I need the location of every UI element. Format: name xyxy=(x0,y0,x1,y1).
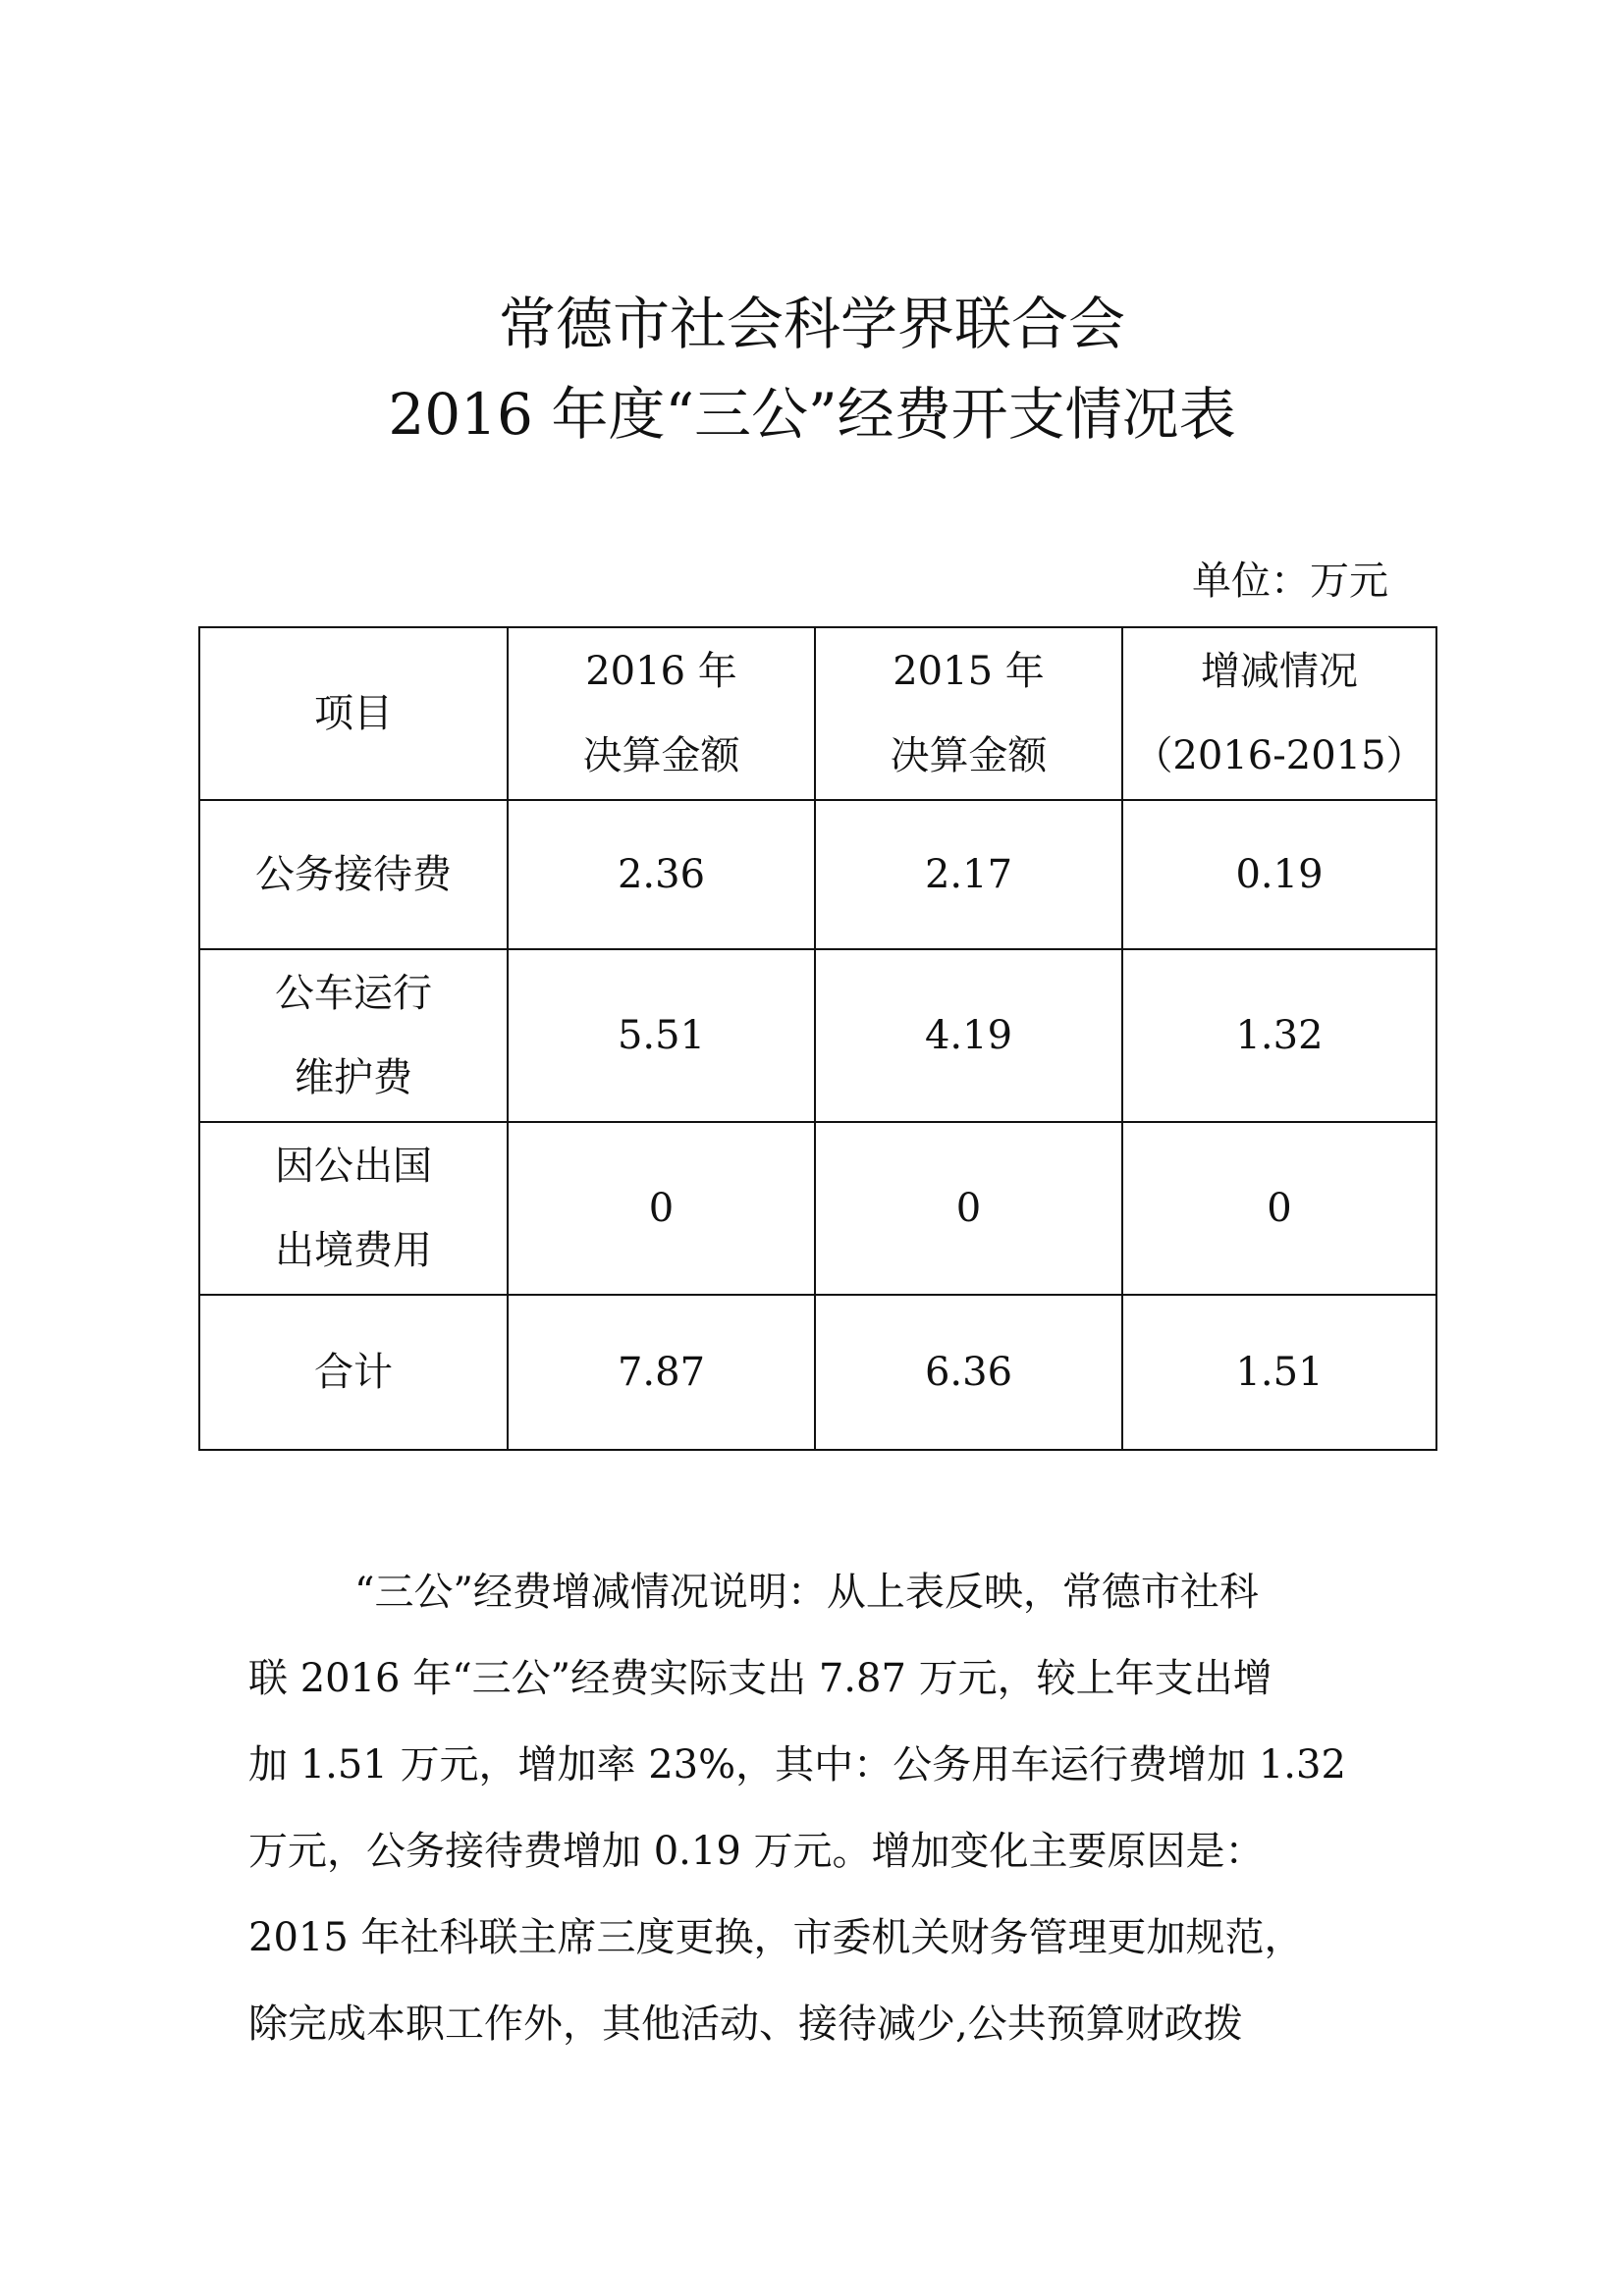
row-item-label: 因公出国 xyxy=(275,1144,432,1189)
three-public-expenses-table xyxy=(198,626,1437,1451)
header-2016-year: 2016 年 xyxy=(585,649,737,694)
header-item xyxy=(199,627,508,800)
header-2016 xyxy=(508,627,815,800)
header-2015-year: 2015 年 xyxy=(893,649,1045,694)
paragraph-line: 联 2016 年“三公”经费实际支出 7.87 万元，较上年支出增 xyxy=(248,1656,1272,1701)
row-item-cell xyxy=(199,1295,508,1450)
row-item-label: 合计 xyxy=(314,1350,393,1395)
header-2015 xyxy=(815,627,1122,800)
row-2016-cell: 2.36 xyxy=(508,800,815,949)
row-item-cell xyxy=(199,800,508,949)
row-2016-cell: 7.87 xyxy=(508,1295,815,1450)
row-change-cell: 1.32 xyxy=(1122,949,1436,1122)
row-2016-cell: 0 xyxy=(508,1122,815,1295)
row-change-cell: 0 xyxy=(1122,1122,1436,1295)
unit-label: 单位：万元 xyxy=(1192,559,1388,604)
header-2015-label: 决算金额 xyxy=(890,733,1048,778)
table-total-row xyxy=(199,1295,1436,1450)
document-title-line2: 2016 年度“三公”经费开支情况表 xyxy=(388,381,1236,448)
table-row xyxy=(199,949,1436,1122)
paragraph-line: 万元，公务接待费增加 0.19 万元。增加变化主要原因是： xyxy=(248,1829,1265,1874)
header-2016-label: 决算金额 xyxy=(582,733,740,778)
table-row xyxy=(199,1122,1436,1295)
row-2016-cell: 5.51 xyxy=(508,949,815,1122)
row-item-cell xyxy=(199,1122,508,1295)
row-item-label: 公务接待费 xyxy=(255,852,452,897)
table-header-row xyxy=(199,627,1436,800)
header-change-label: 增减情况 xyxy=(1201,649,1358,694)
paragraph-line: 除完成本职工作外，其他活动、接待减少,公共预算财政拨 xyxy=(248,2002,1243,2047)
header-change-range: （2016-2015） xyxy=(1133,733,1426,778)
row-2015-cell: 6.36 xyxy=(815,1295,1122,1450)
paragraph-line: “三公”经费增减情况说明：从上表反映，常德市社科 xyxy=(354,1570,1259,1615)
row-2015-cell: 4.19 xyxy=(815,949,1122,1122)
header-change xyxy=(1122,627,1436,800)
paragraph-line: 2015 年社科联主席三度更换，市委机关财务管理更加规范， xyxy=(248,1915,1304,1960)
table-row xyxy=(199,800,1436,949)
row-item-label: 出境费用 xyxy=(275,1228,432,1273)
header-item-label: 项目 xyxy=(314,691,393,736)
row-item-label: 维护费 xyxy=(295,1055,412,1100)
explanation-paragraph xyxy=(248,1549,1387,2067)
row-change-cell: 1.51 xyxy=(1122,1295,1436,1450)
row-item-label: 公车运行 xyxy=(275,971,432,1016)
row-2015-cell: 0 xyxy=(815,1122,1122,1295)
row-2015-cell: 2.17 xyxy=(815,800,1122,949)
row-item-cell xyxy=(199,949,508,1122)
paragraph-line: 加 1.51 万元，增加率 23%，其中：公务用车运行费增加 1.32 xyxy=(248,1742,1346,1788)
document-title-line1: 常德市社会科学界联合会 xyxy=(498,291,1125,357)
row-change-cell: 0.19 xyxy=(1122,800,1436,949)
